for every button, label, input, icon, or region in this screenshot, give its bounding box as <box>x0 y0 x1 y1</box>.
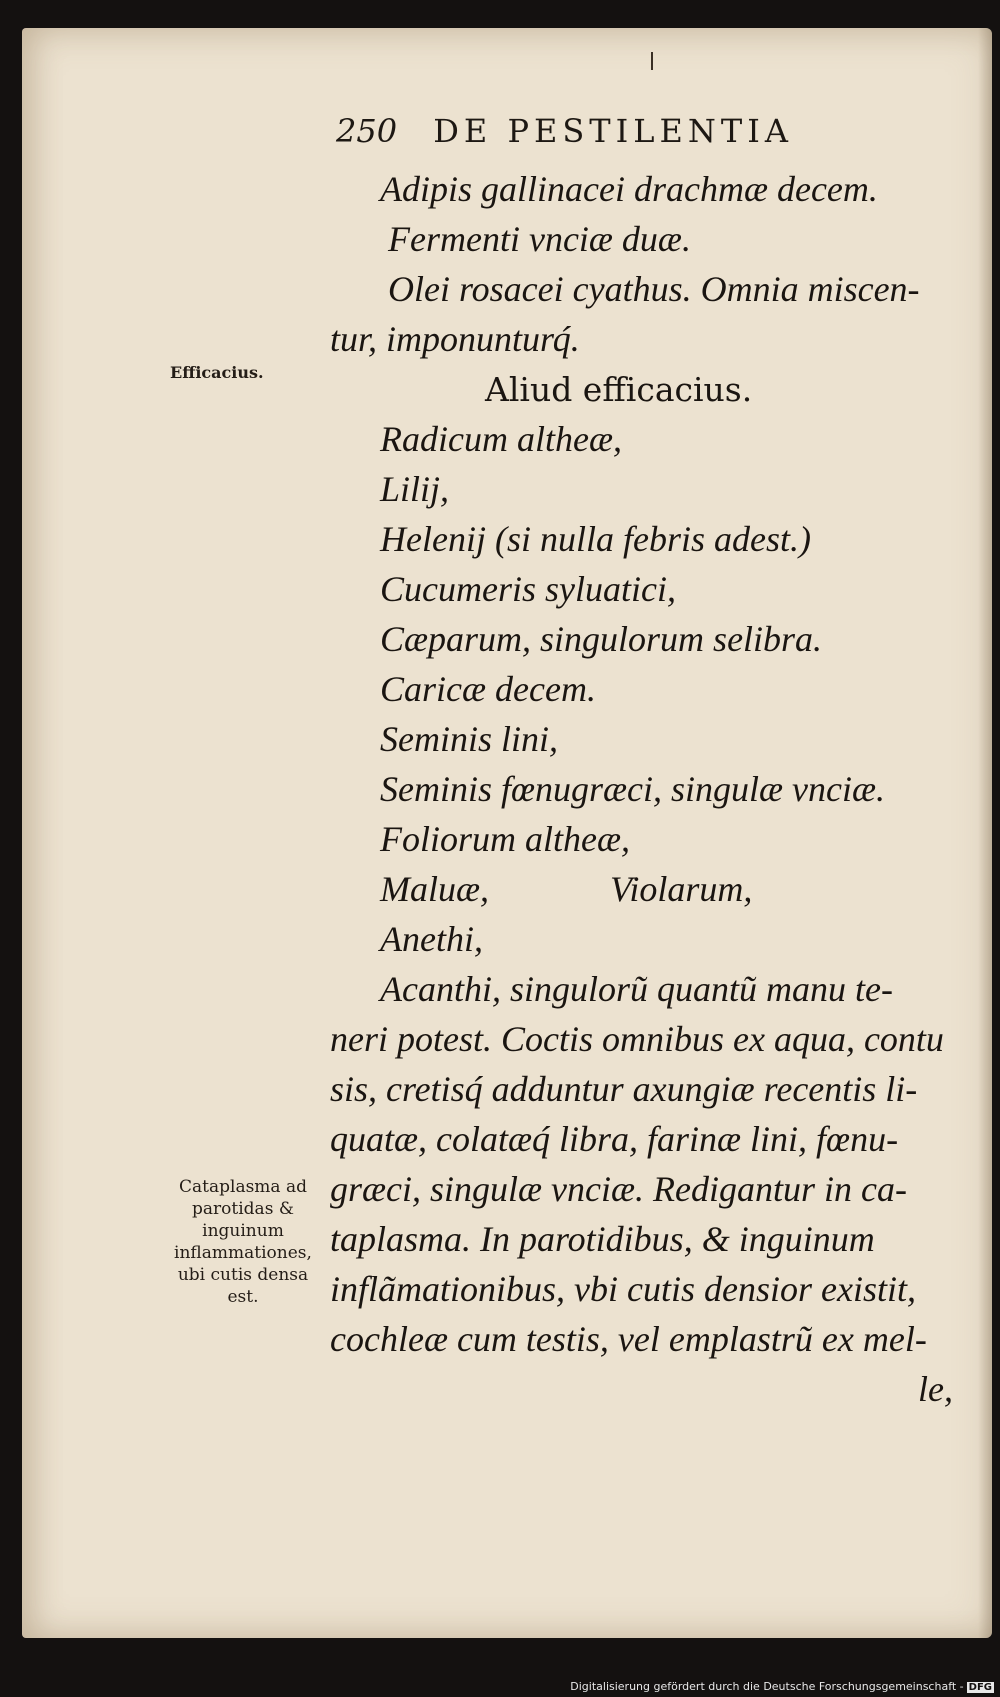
text-line: Cæparum, singulorum selibra. <box>380 619 823 659</box>
text-line: Caricæ decem. <box>380 669 596 709</box>
text-line: Adipis gallinacei drachmæ decem. <box>380 169 878 209</box>
text-line: cochleæ cum testis, vel emplastrũ ex mel- <box>330 1319 927 1359</box>
text-line: Seminis fœnugræci, singulæ vnciæ. <box>380 769 886 809</box>
footer-credit <box>570 1680 994 1693</box>
dfg-logo: DFG <box>968 1682 992 1693</box>
text-line: Olei rosacei cyathus. Omnia miscen- <box>388 269 920 309</box>
text-line: quatæ, colatæq́ libra, farinæ lini, fœnu- <box>330 1119 899 1159</box>
text-line: neri potest. Coctis omnibus ex aqua, contu <box>330 1019 944 1059</box>
section-heading: Aliud efficacius. <box>485 370 753 409</box>
text-line: Radicum altheæ, <box>380 419 622 459</box>
page-number: 250 <box>336 112 398 150</box>
text-line: Lilij, <box>380 469 450 509</box>
running-header <box>336 112 793 150</box>
page-mark <box>651 52 653 70</box>
text-line: Fermenti vnciæ duæ. <box>388 219 691 259</box>
text-line: Maluæ, <box>380 869 490 909</box>
text-line: sis, cretisq́ adduntur axungiæ recentis li- <box>330 1069 918 1109</box>
catchword: le, <box>918 1369 953 1409</box>
text-line: Anethi, <box>380 919 483 959</box>
text-line: tur, imponunturq́. <box>330 319 580 359</box>
text-line: taplasma. In parotidibus, & inguinum <box>330 1219 875 1259</box>
text-line: Acanthi, singulorũ quantũ manu te- <box>380 969 893 1009</box>
footer-text: Digitalisierung gefördert durch die Deutsche Forschungsgemeinschaft - <box>570 1680 964 1693</box>
text-line: Seminis lini, <box>380 719 558 759</box>
margin-note-cataplasma: Cataplasma ad parotidas & inguinum inflammationes, ubi cutis densa est. <box>174 1177 312 1307</box>
page-edge-shadow <box>978 28 992 1638</box>
text-line: Helenij (si nulla febris adest.) <box>380 519 811 559</box>
running-title: DE PESTILENTIA <box>433 112 793 150</box>
text-line: inflãmationibus, vbi cutis densior existit, <box>330 1269 916 1309</box>
text-line: Cucumeris syluatici, <box>380 569 676 609</box>
text-line: Violarum, <box>610 869 753 909</box>
text-line: Foliorum altheæ, <box>380 819 630 859</box>
text-line: græci, singulæ vnciæ. Redigantur in ca- <box>330 1169 907 1209</box>
margin-note-efficacius: Efficacius. <box>170 363 264 382</box>
